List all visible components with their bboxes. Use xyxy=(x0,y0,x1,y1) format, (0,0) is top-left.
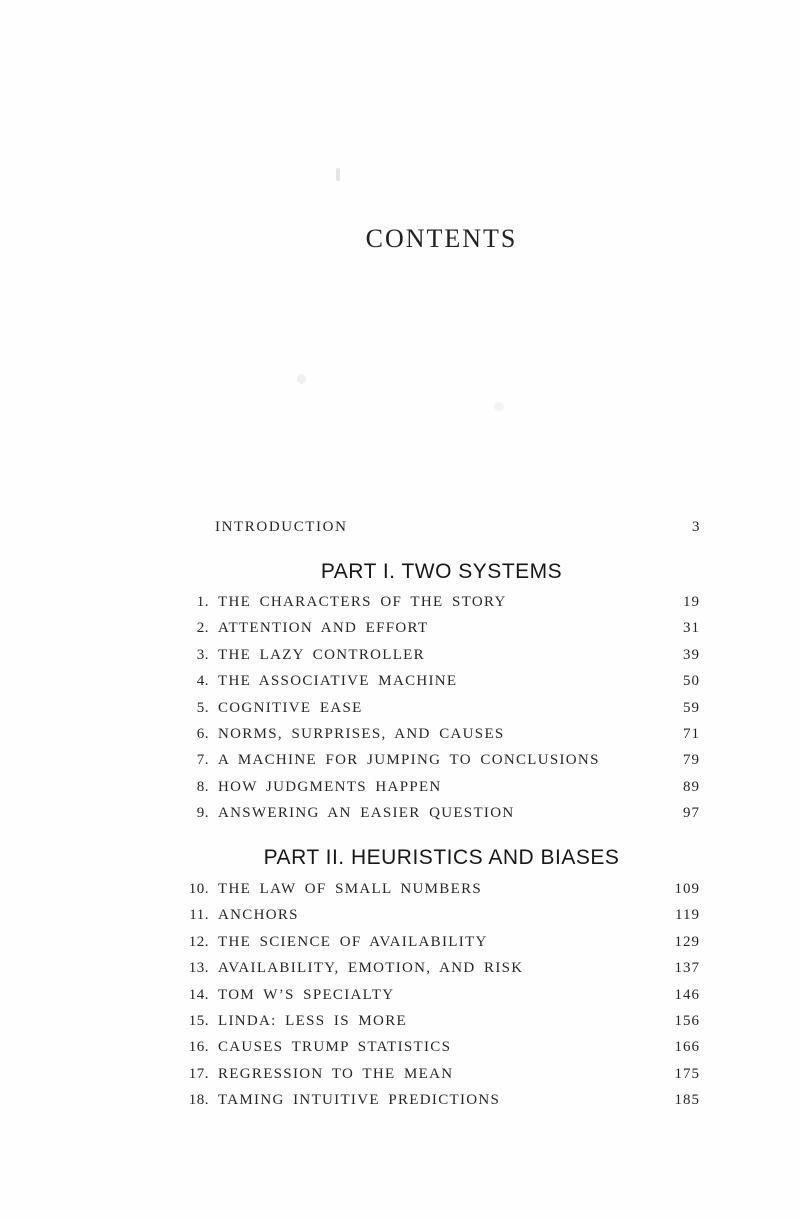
toc-row xyxy=(183,1039,700,1065)
part2-heading: PART II. HEURISTICS AND BIASES xyxy=(263,846,620,869)
scan-smudge xyxy=(297,374,306,384)
toc-entry-number: 14. xyxy=(188,986,209,1003)
toc-entry-page-number: 31 xyxy=(683,620,700,637)
toc-entry-number: 3. xyxy=(196,646,209,663)
toc-entry-title: CAUSES TRUMP STATISTICS xyxy=(218,1039,452,1056)
toc-entry-page-number: 156 xyxy=(674,1012,700,1029)
toc-row xyxy=(183,987,700,1013)
toc-row xyxy=(183,1066,700,1092)
scan-smudge xyxy=(494,402,504,411)
toc-row xyxy=(183,934,700,960)
page-title: CONTENTS xyxy=(365,224,518,253)
toc-entry-title: ANSWERING AN EASIER QUESTION xyxy=(218,805,515,822)
toc-entry-title: NORMS, SURPRISES, AND CAUSES xyxy=(218,725,505,742)
toc-entry-title: THE ASSOCIATIVE MACHINE xyxy=(218,673,458,690)
toc-entry-title: THE CHARACTERS OF THE STORY xyxy=(218,594,507,610)
toc-entry-number: 9. xyxy=(196,805,209,822)
toc-entry-page-number: 146 xyxy=(674,986,700,1003)
toc-entry-title: TOM W’S SPECIALTY xyxy=(218,986,395,1003)
toc-row xyxy=(183,907,700,933)
toc-row xyxy=(183,673,700,699)
toc-entry-number: 13. xyxy=(188,960,209,977)
toc-entry-page-number: 50 xyxy=(683,673,700,690)
toc-entry-page-number: 39 xyxy=(683,646,700,663)
toc-entry-title: HOW JUDGMENTS HAPPEN xyxy=(218,778,442,795)
toc-entry-title: REGRESSION TO THE MEAN xyxy=(218,1065,454,1082)
toc-entry-page-number: 129 xyxy=(674,933,700,950)
toc-entry-number: 17. xyxy=(188,1065,209,1082)
toc-row xyxy=(183,779,700,805)
toc-entry-title: TAMING INTUITIVE PREDICTIONS xyxy=(218,1092,501,1109)
toc-entry-page-number: 97 xyxy=(683,805,700,822)
toc-entry-page-number: 166 xyxy=(674,1039,700,1056)
toc-entry-number: 6. xyxy=(196,725,209,742)
toc-entry-number: 18. xyxy=(188,1092,209,1109)
toc-entry-number: 10. xyxy=(188,881,209,897)
toc-entry-number: 5. xyxy=(196,699,209,716)
toc-entry-number: 16. xyxy=(188,1039,209,1056)
toc-entry-title: COGNITIVE EASE xyxy=(218,699,363,716)
toc-entry-page-number: 89 xyxy=(683,778,700,795)
part1-entry-list xyxy=(183,594,700,832)
toc-entry-page-number: 185 xyxy=(674,1092,700,1109)
toc-entry-page-number: 19 xyxy=(683,594,700,610)
toc-row xyxy=(183,647,700,673)
toc-entry-number: 2. xyxy=(196,620,209,637)
toc-row xyxy=(183,752,700,778)
toc-row xyxy=(183,1013,700,1039)
toc-entry-title: ANCHORS xyxy=(218,907,299,924)
toc-introduction-label: INTRODUCTION xyxy=(215,519,348,535)
toc-row xyxy=(183,700,700,726)
toc-entry-page-number: 71 xyxy=(683,725,700,742)
toc-entry-page-number: 109 xyxy=(674,881,700,897)
part1-heading: PART I. TWO SYSTEMS xyxy=(320,560,563,583)
part2-entry-list xyxy=(183,881,700,1119)
toc-entry-title: LINDA: LESS IS MORE xyxy=(218,1012,407,1029)
toc-entry-title: THE LAW OF SMALL NUMBERS xyxy=(218,881,483,897)
toc-entry-page-number: 175 xyxy=(674,1065,700,1082)
toc-entry-title: A MACHINE FOR JUMPING TO CONCLUSIONS xyxy=(218,752,600,769)
toc-entry-number: 8. xyxy=(196,778,209,795)
toc-entry-title: THE SCIENCE OF AVAILABILITY xyxy=(218,933,488,950)
toc-row xyxy=(183,881,700,907)
toc-entry-title: ATTENTION AND EFFORT xyxy=(218,620,429,637)
toc-introduction-page-number: 3 xyxy=(692,519,700,535)
toc-entry-number: 12. xyxy=(188,933,209,950)
toc-entry-number: 1. xyxy=(196,594,209,610)
toc-entry-number: 4. xyxy=(196,673,209,690)
toc-entry-number: 7. xyxy=(196,752,209,769)
toc-entry-page-number: 119 xyxy=(675,907,700,924)
toc-row xyxy=(183,594,700,620)
toc-entry-title: AVAILABILITY, EMOTION, AND RISK xyxy=(218,960,524,977)
toc-entry-page-number: 59 xyxy=(683,699,700,716)
toc-entry-number: 15. xyxy=(188,1012,209,1029)
toc-row xyxy=(183,960,700,986)
scan-artifact-mark xyxy=(336,168,340,181)
toc-entry-page-number: 79 xyxy=(683,752,700,769)
toc-row xyxy=(183,805,700,831)
toc-introduction-row xyxy=(183,518,700,536)
toc-row xyxy=(183,726,700,752)
toc-row xyxy=(183,1092,700,1118)
toc-entry-page-number: 137 xyxy=(674,960,700,977)
toc-entry-title: THE LAZY CONTROLLER xyxy=(218,646,425,663)
toc-row xyxy=(183,620,700,646)
toc-entry-number: 11. xyxy=(189,907,209,924)
